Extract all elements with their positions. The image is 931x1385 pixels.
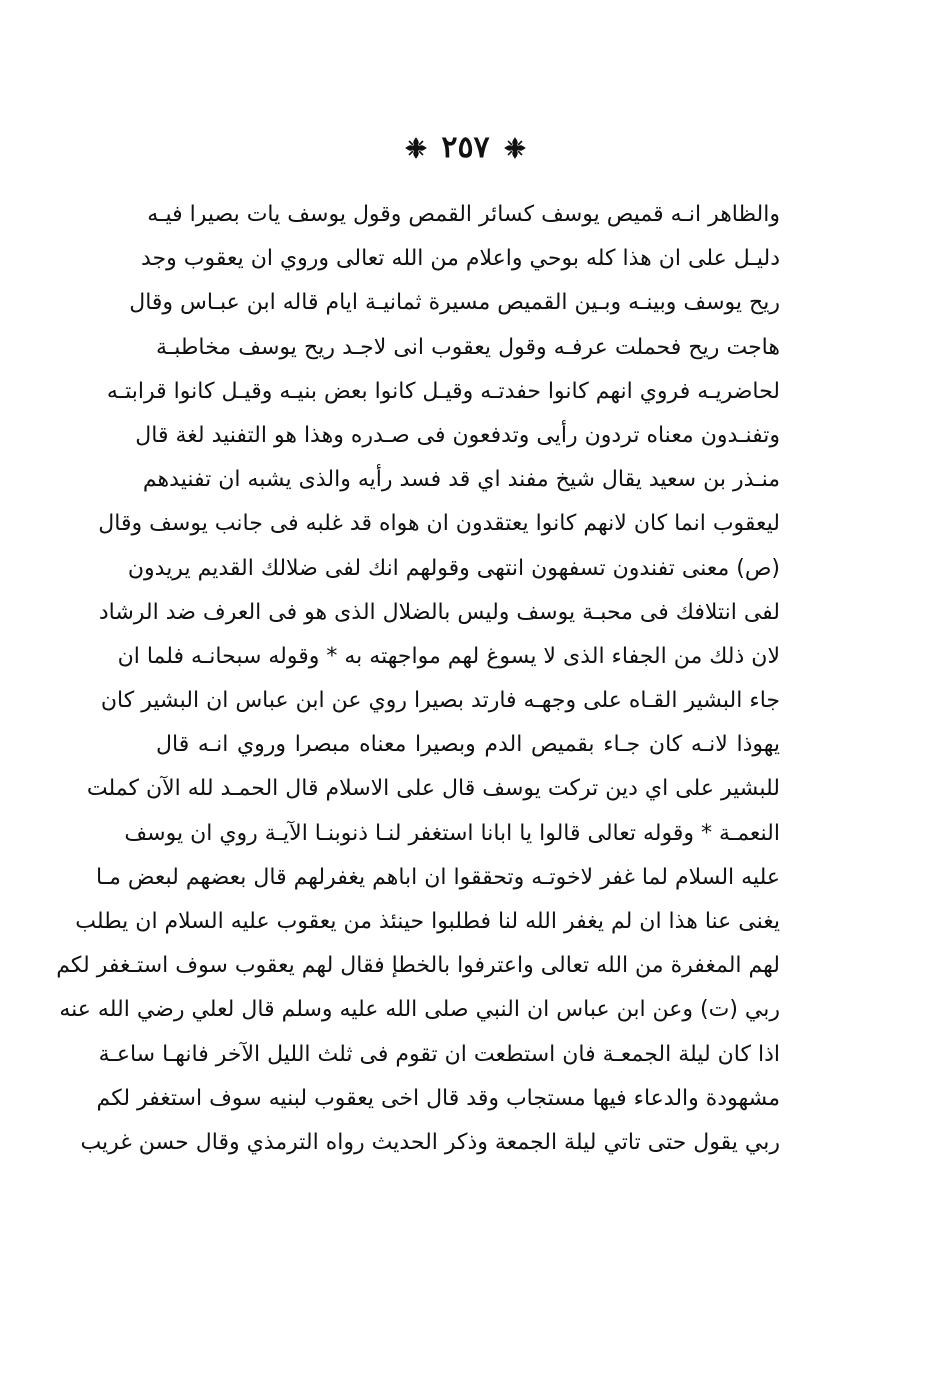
- text-line: لحاضريـه فروي انهم كانوا حفدتـه وقيـل كانوا بعض بنيـه وقيـل كانوا قرابتـه: [106, 378, 780, 404]
- page-number: ٢٥٧: [441, 130, 490, 165]
- text-line: يغنى عنا هذا ان لم يغفر الله لنا فطلبوا حينئذ من يعقوب عليه السلام ان يطلب: [75, 909, 780, 934]
- text-line: (ص) معنى تفندون تسفهون انتهى وقولهم انك لفى ضلالك القديم يريدون: [127, 555, 780, 581]
- text-line: عليه السلام لما غفر لاخوتـه وتحققوا ان اباهم يغفرلهم قال بعضهم لبعض مـا: [96, 864, 780, 890]
- text-line: لفى انتلافك فى محبـة يوسف وليس بالضلال الذى هو فى العرف ضد الرشاد: [98, 599, 780, 625]
- text-line: يهوذا لانـه كان جـاء بقميص الدم وبصيرا معناه مبصرا وروي انـه قال: [156, 732, 780, 758]
- page-header: [0, 128, 931, 168]
- text-line: ربي يقول حتى تاتي ليلة الجمعة وذكر الحديث رواه الترمذي وقال حسن غريب: [80, 1129, 780, 1155]
- text-line: اذا كان ليلة الجمعـة فان استطعت ان تقوم فى ثلث الليل الآخر فانهـا ساعـة: [98, 1041, 780, 1067]
- floral-ornament-icon: [504, 137, 526, 159]
- body-text: [56, 193, 780, 1165]
- text-line: جاء البشير القـاه على وجهـه فارتد بصيرا روي عن ابن عباس ان البشير كان: [100, 688, 780, 714]
- text-line: ربي (ت) وعن ابن عباس ان النبي صلى الله عليه وسلم قال لعلي رضي الله عنه: [59, 997, 780, 1023]
- text-line: هاجت ريح فحملت عرفـه وقول يعقوب انى لاجـد ريح يوسف مخاطبـة: [156, 334, 780, 360]
- floral-ornament-icon: [405, 137, 427, 159]
- text-line: منـذر بن سعيد يقال شيخ مفند اي قد فسد رأيه والذى يشبه ان تفنيدهم: [142, 467, 780, 493]
- text-line: ريح يوسف وبينـه وبـين القميص مسيرة ثمانيـة ايام قاله ابن عبـاس وقال: [129, 290, 780, 316]
- text-line: ليعقوب انما كان لانهم كانوا يعتقدون ان هواه قد غلبه فى جانب يوسف وقال: [98, 511, 780, 537]
- text-line: وتفنـدون معناه تردون رأيى وتدفعون فى صـدره وهذا هو التفنيد لغة قال: [135, 422, 780, 448]
- text-line: للبشير على اي دين تركت يوسف قال على الاسلام قال الحمـد لله الآن كملت: [86, 776, 780, 802]
- text-line: النعمـة * وقوله تعالى قالوا يا ابانا استغفر لنـا ذنوبنـا الآيـة روي ان يوسف: [124, 820, 780, 846]
- text-line: لان ذلك من الجفاء الذى لا يسوغ لهم مواجهته به * وقوله سبحانـه فلما ان: [117, 643, 780, 669]
- text-line: والظاهر انـه قميص يوسف كسائر القمص وقول يوسف يات بصيرا فيـه: [147, 202, 780, 227]
- text-line: مشهودة والدعاء فيها مستجاب وقد قال اخى يعقوب لبنيه سوف استغفر لكم: [96, 1085, 780, 1111]
- text-line: دليـل على ان هذا كله بوحي واعلام من الله تعالى وروي ان يعقوب وجد: [141, 246, 780, 272]
- text-line: لهم المغفرة من الله تعالى واعترفوا بالخطإ فقال لهم يعقوب سوف استـغفر لكم: [56, 953, 780, 979]
